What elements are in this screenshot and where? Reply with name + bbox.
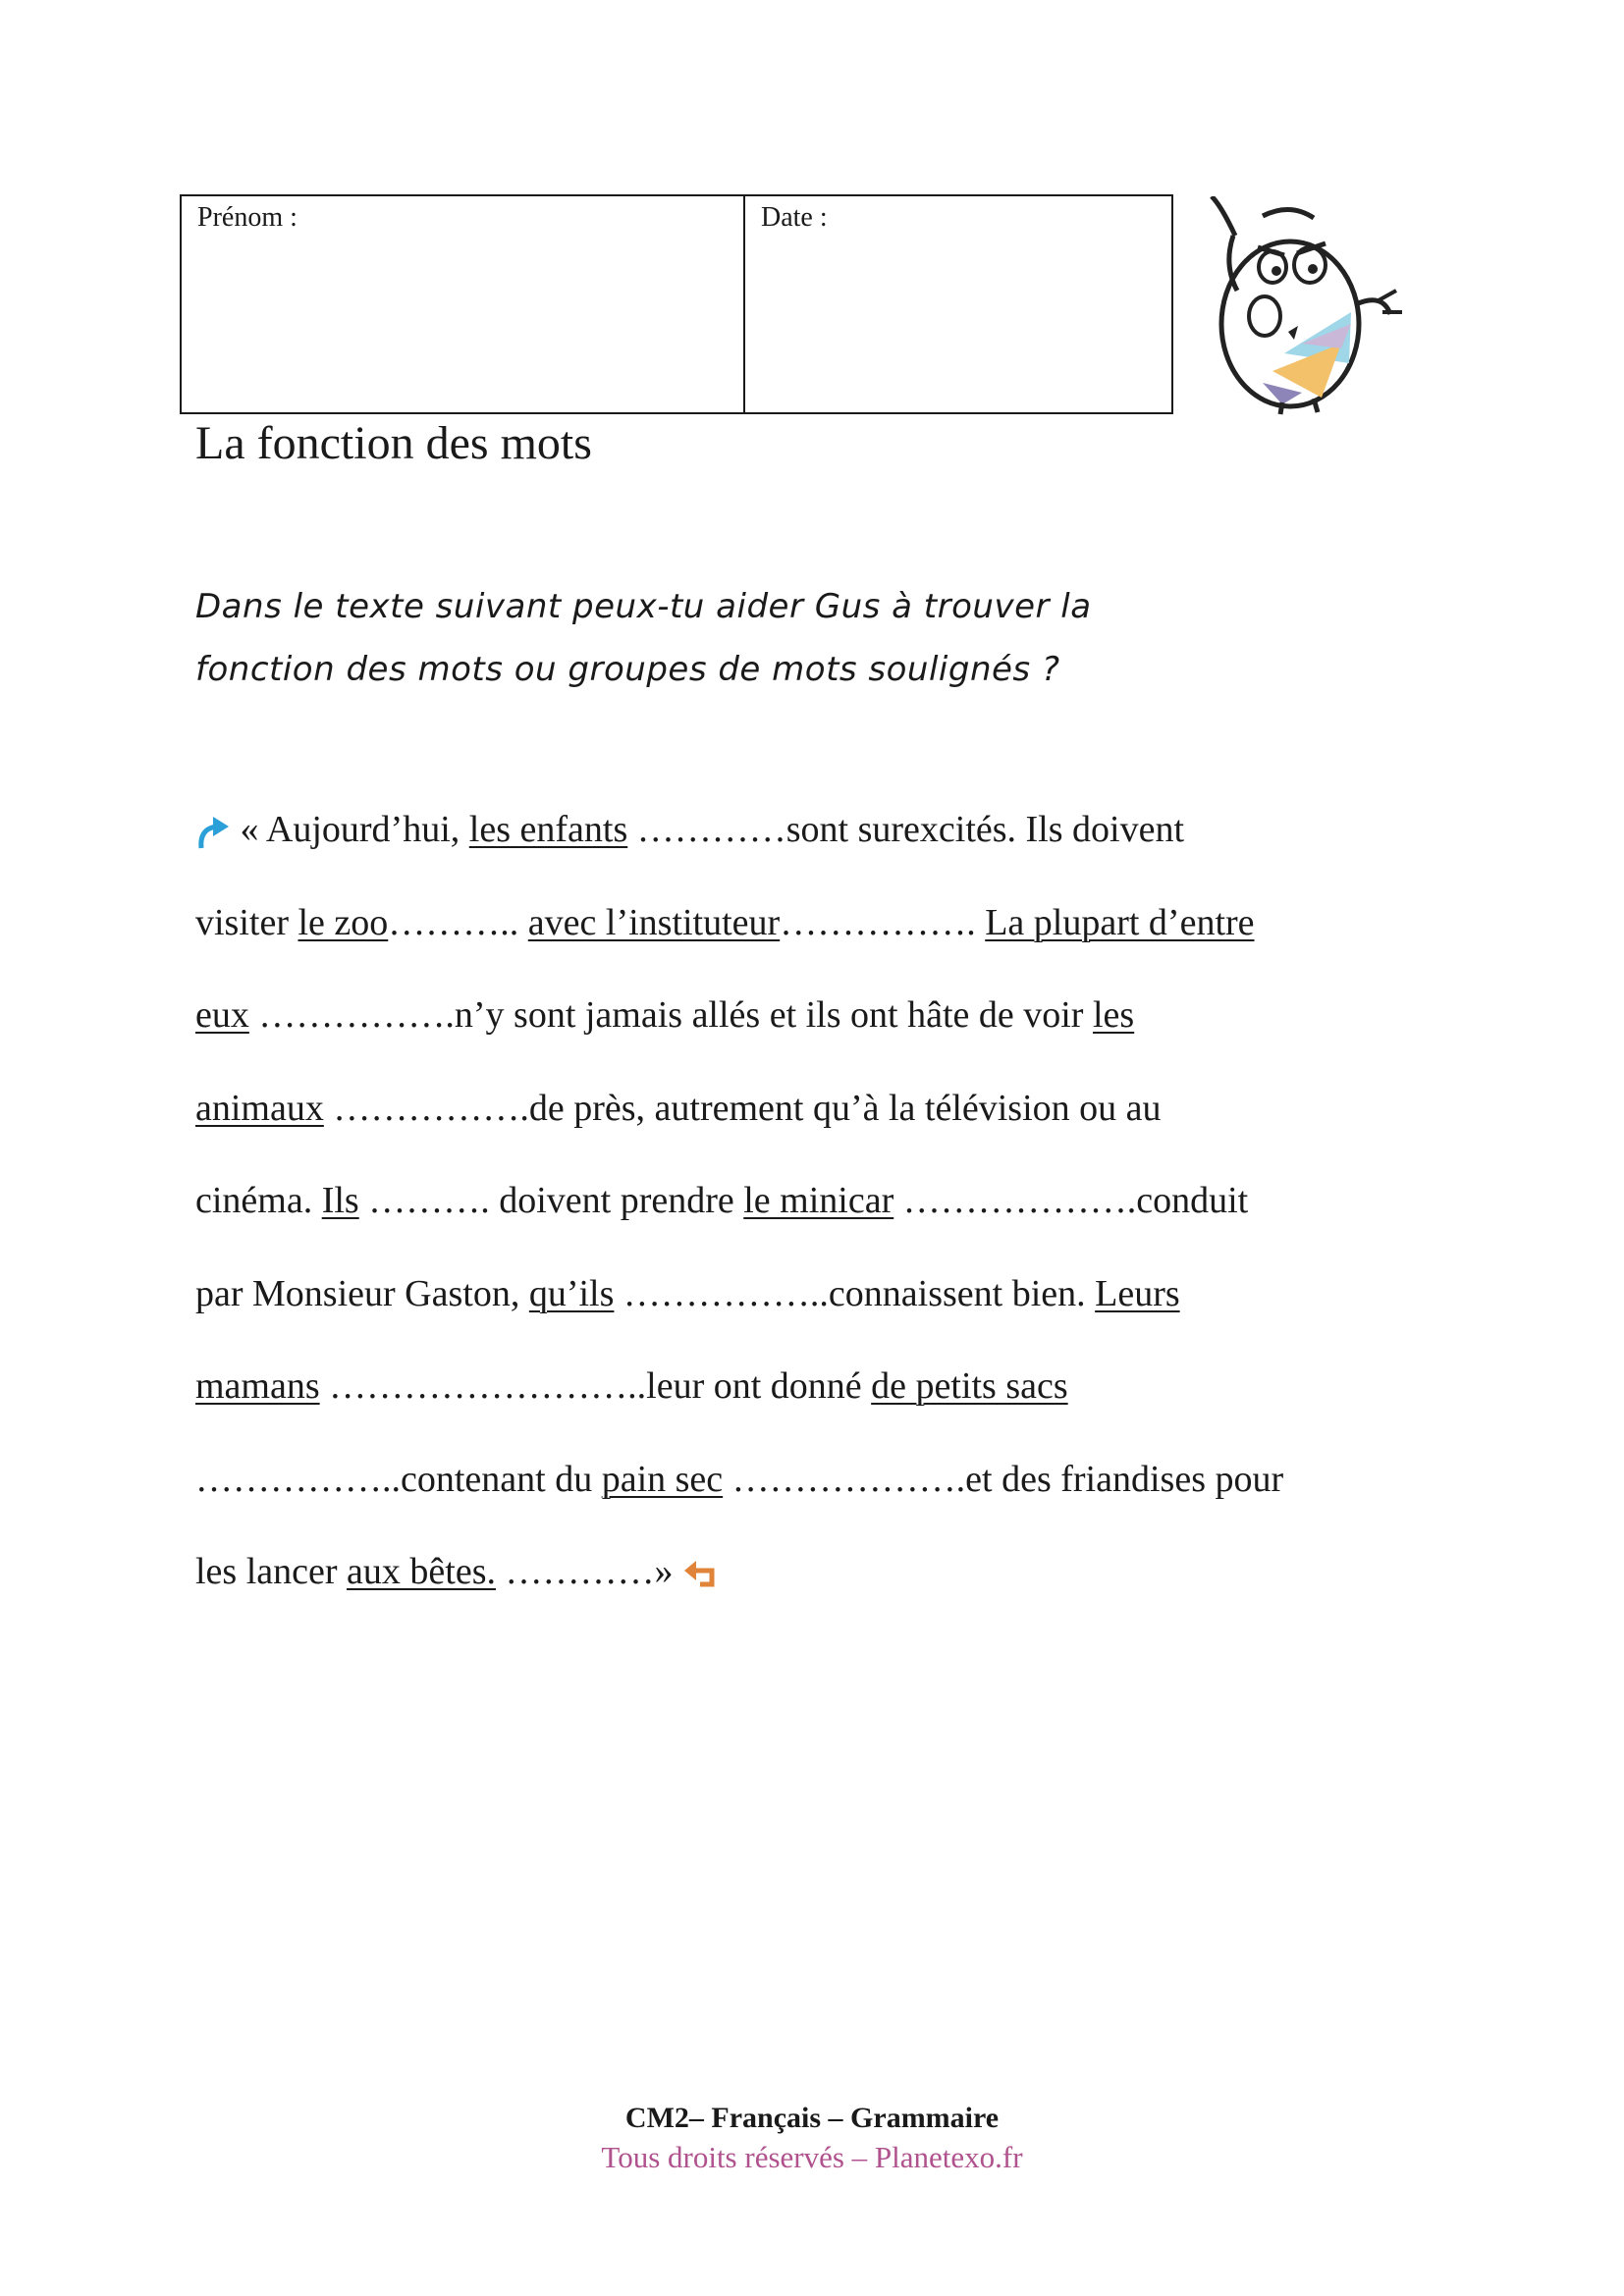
answer-blank[interactable]: ……….. [388, 901, 528, 943]
instruction-line-1: Dans le texte suivant peux-tu aider Gus à trouver la [195, 587, 1092, 626]
passage-line [195, 1259, 1442, 1353]
page-title: La fonction des mots [195, 417, 592, 469]
passage-text: visiter [195, 901, 298, 943]
answer-blank[interactable]: ……………..connaissent bien. [614, 1272, 1096, 1314]
underlined-word: La plupart d’entre [985, 901, 1255, 943]
passage [195, 795, 1442, 1630]
answer-blank[interactable]: …………» [495, 1551, 674, 1592]
passage-line [195, 888, 1442, 982]
passage-line [195, 1445, 1442, 1538]
instruction [195, 575, 1413, 701]
prenom-field[interactable] [182, 196, 745, 412]
passage-line [195, 1074, 1442, 1167]
answer-blank[interactable]: ……………………..leur ont donné [319, 1365, 872, 1407]
passage-text: « Aujourd’hui, [240, 809, 469, 850]
underlined-word: le minicar [743, 1180, 894, 1221]
underlined-word: les enfants [468, 809, 628, 850]
answer-blank[interactable]: ……………..contenant du [195, 1458, 602, 1500]
answer-blank[interactable]: ……………. [780, 901, 986, 943]
underlined-word: Ils [321, 1180, 359, 1221]
underlined-word: le zoo [298, 901, 389, 943]
underlined-word: les [1092, 994, 1135, 1036]
underlined-word: aux bêtes. [347, 1551, 496, 1592]
passage-line [195, 795, 1442, 888]
footer-credit: Tous droits réservés – Planetexo.fr [601, 2140, 1023, 2174]
passage-text: cinéma. [195, 1180, 322, 1221]
answer-blank[interactable]: ……………….et des friandises pour [723, 1458, 1284, 1500]
underlined-word: mamans [195, 1365, 320, 1407]
underlined-word: qu’ils [528, 1272, 615, 1314]
instruction-line-2: fonction des mots ou groupes de mots soulignés ? [195, 650, 1060, 689]
prenom-label: Prénom : [197, 202, 298, 233]
footer-title: CM2– Français – Grammaire [624, 2102, 1000, 2134]
underlined-word: avec l’instituteur [527, 901, 781, 943]
answer-blank[interactable]: …………….n’y sont jamais allés et ils ont hâte de voir [248, 994, 1093, 1036]
underlined-word: pain sec [601, 1458, 724, 1500]
underlined-word: animaux [195, 1087, 324, 1129]
answer-blank[interactable]: …………….de près, autrement qu’à la télévision ou au [323, 1087, 1162, 1129]
passage-text: par Monsieur Gaston, [195, 1272, 529, 1314]
answer-blank[interactable]: ……………….conduit [893, 1180, 1249, 1221]
underlined-word: eux [195, 994, 249, 1036]
curved-arrow-end-icon [682, 1559, 720, 1590]
passage-line [195, 1352, 1442, 1445]
underlined-word: de petits sacs [871, 1365, 1068, 1407]
passage-text: les lancer [195, 1551, 348, 1592]
passage-line [195, 981, 1442, 1074]
passage-line [195, 1537, 1442, 1630]
curved-arrow-start-icon [195, 813, 231, 852]
name-date-table [180, 194, 1173, 414]
answer-blank[interactable]: ………. doivent prendre [358, 1180, 744, 1221]
answer-blank[interactable]: …………sont surexcités. Ils doivent [627, 809, 1185, 850]
date-label: Date : [761, 202, 828, 233]
gus-mascot-icon [1204, 196, 1410, 418]
date-field[interactable] [745, 196, 1171, 412]
passage-line [195, 1166, 1442, 1259]
underlined-word: Leurs [1095, 1272, 1180, 1314]
